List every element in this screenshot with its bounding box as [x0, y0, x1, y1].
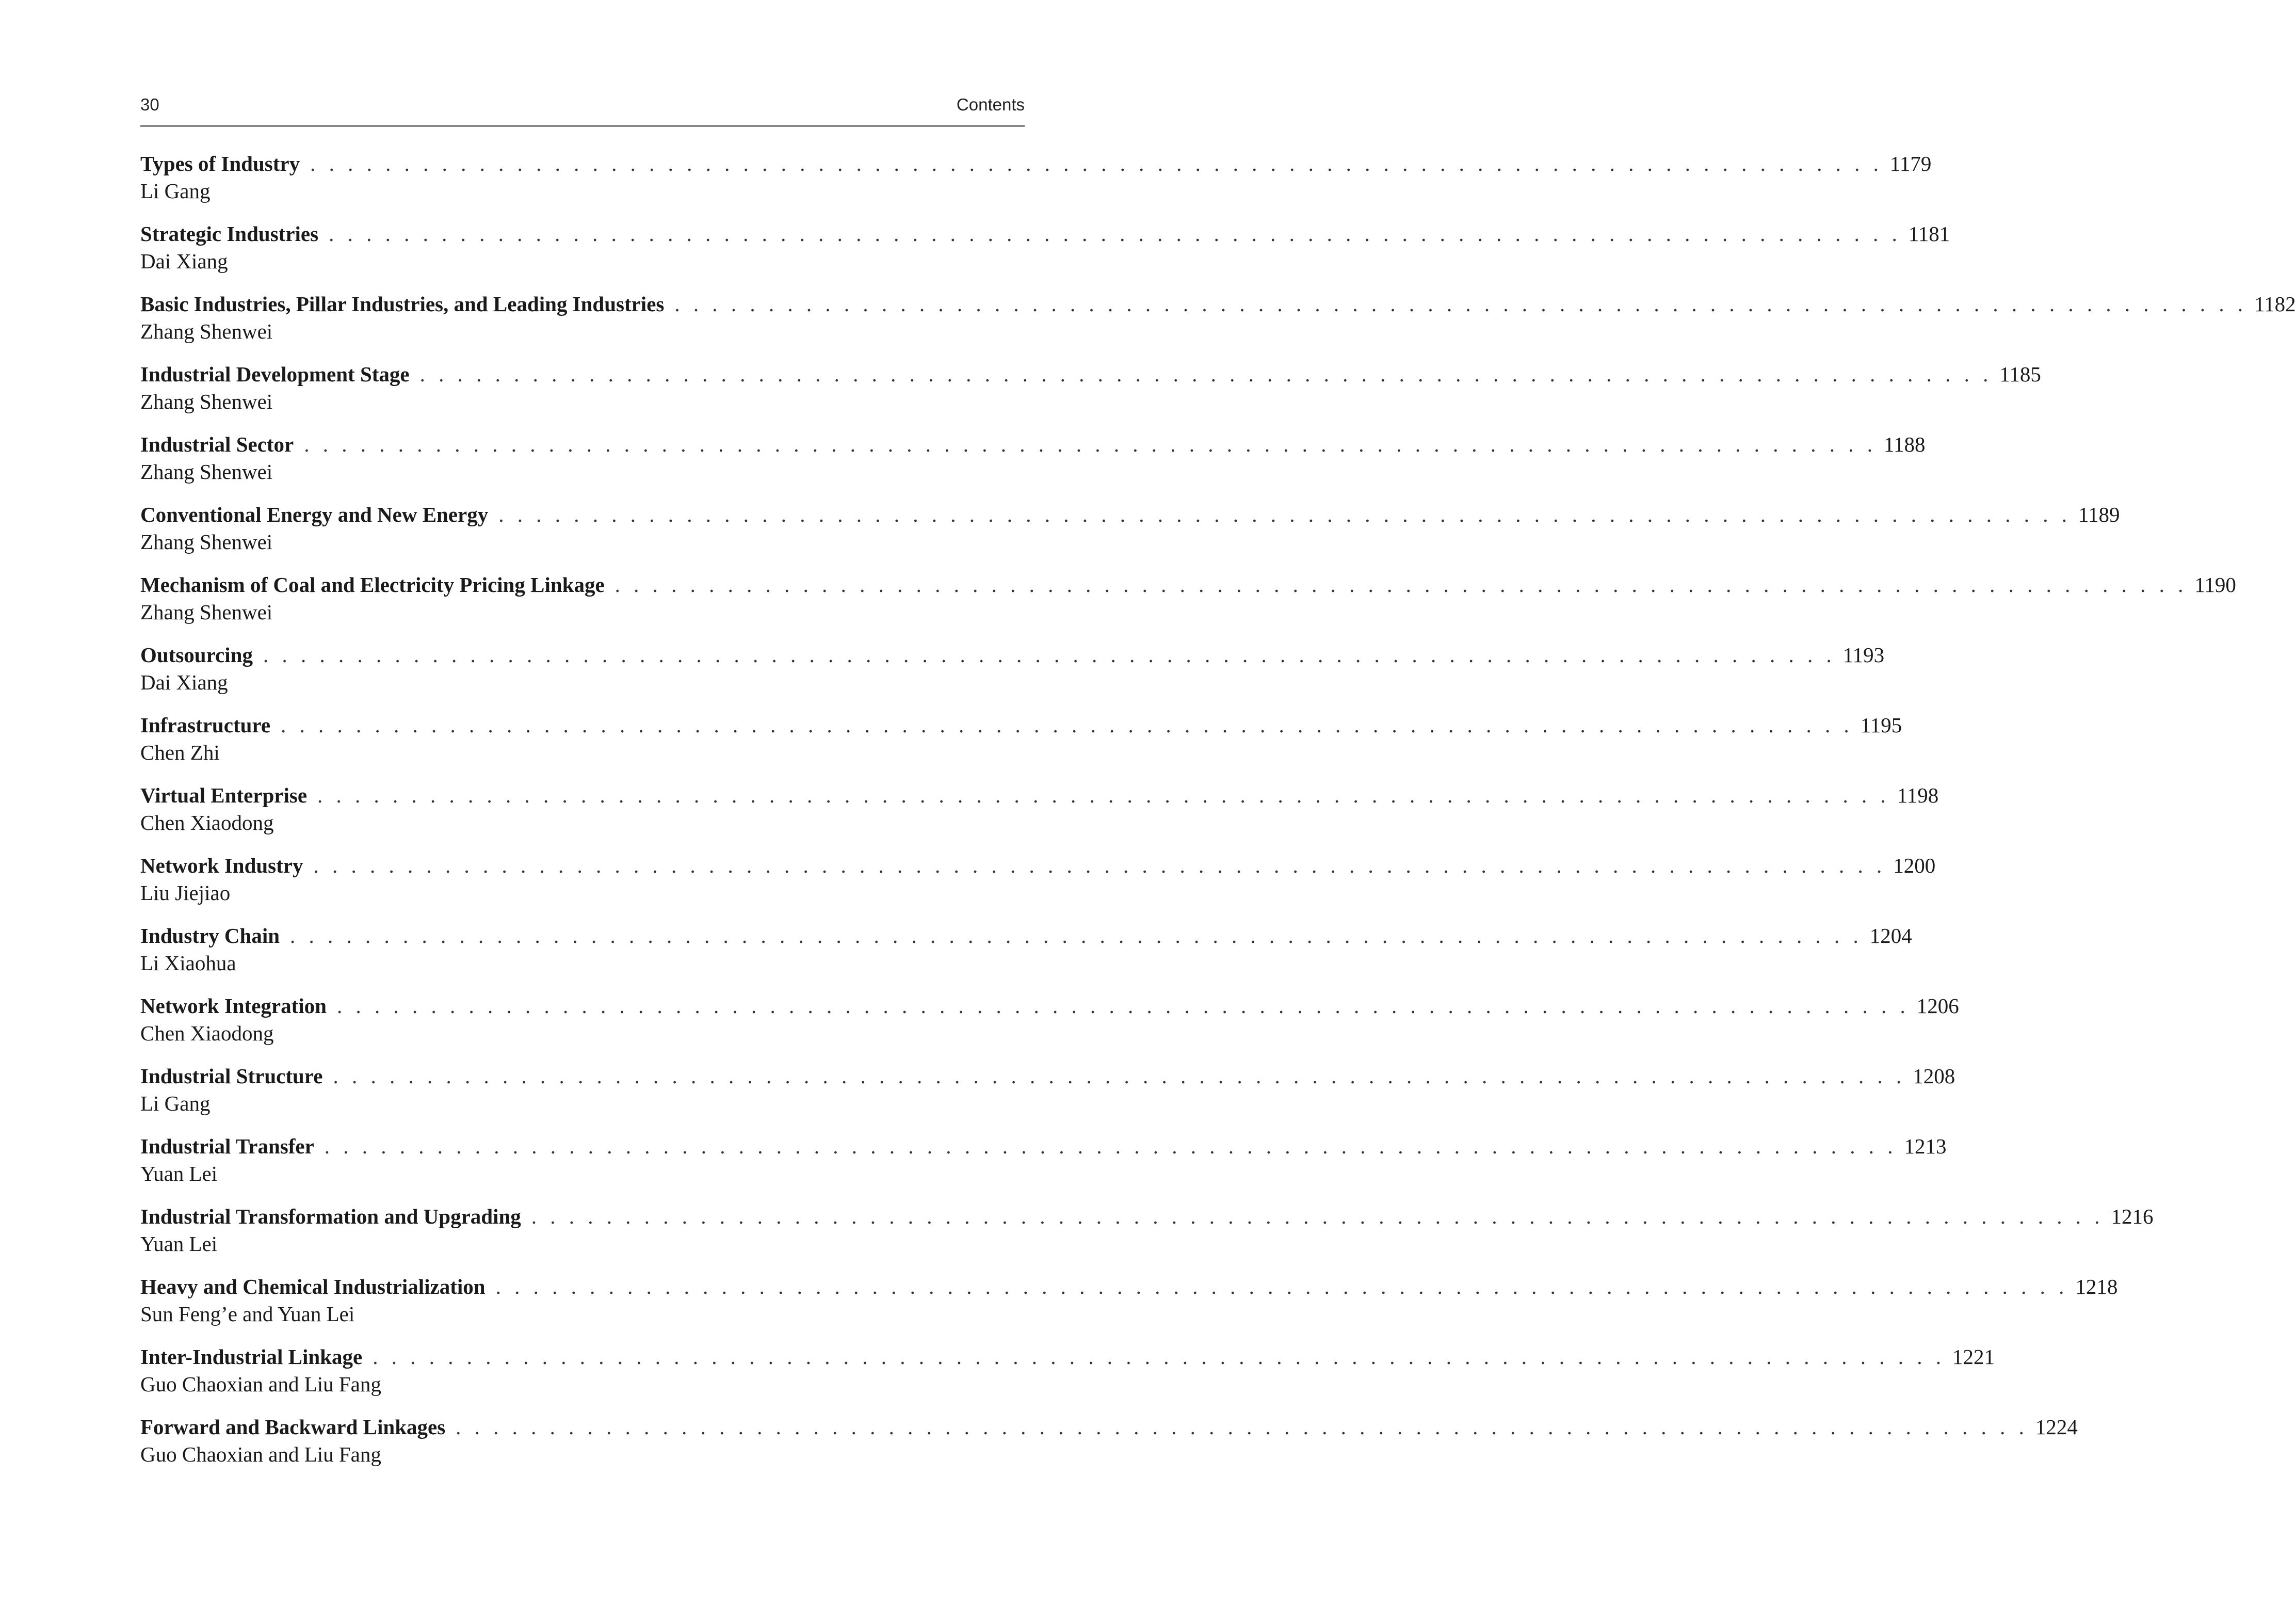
- toc-entry-line: [140, 1202, 2154, 1230]
- toc-entry-line: [140, 290, 2296, 318]
- toc-entry-line: [140, 641, 1885, 669]
- toc-entry-title: Network Industry: [140, 854, 303, 877]
- toc-entry-line: [140, 360, 2041, 388]
- toc-entry-author: Zhang Shenwei: [140, 390, 273, 413]
- toc-entry-page: 1206: [1916, 994, 1959, 1018]
- toc-entry-author: Chen Xiaodong: [140, 1021, 274, 1045]
- toc-entry-title: Mechanism of Coal and Electricity Pricing Linkage: [140, 573, 605, 597]
- toc-entry-page: 1189: [2078, 503, 2120, 526]
- toc-entry-author: Sun Feng’e and Yuan Lei: [140, 1302, 355, 1326]
- toc-entry-line: [140, 852, 1936, 879]
- toc-entry-page: 1200: [1893, 854, 1936, 877]
- toc-entry-page: 1195: [1860, 713, 1902, 737]
- toc-entry-title: Basic Industries, Pillar Industries, and Leading Industries: [140, 292, 665, 316]
- toc-entry-title: Infrastructure: [140, 713, 271, 737]
- dot-leader: . . . . . . . . . . . . . . . . . . . . . . . . . . . . . . . . . . . . . . . . . . . . . . . . . . . . . . . . . . . . . . . . . . . . . . . . . . . . . . . . . . . .: [531, 1205, 2104, 1228]
- toc-entry-page: 1182: [2254, 292, 2296, 316]
- toc-entry-author: Yuan Lei: [140, 1232, 218, 1256]
- toc-entry-title: Industry Chain: [140, 924, 280, 948]
- toc-entry: [140, 641, 1885, 711]
- toc-entry-title: Virtual Enterprise: [140, 783, 308, 807]
- dot-leader: . . . . . . . . . . . . . . . . . . . . . . . . . . . . . . . . . . . . . . . . . . . . . . . . . . . . . . . . . . . . . . . . . . . . . . . . . . . . . . . . . . . .: [456, 1415, 2028, 1439]
- toc-entry-line: [140, 1273, 2118, 1301]
- toc-entry-author: Yuan Lei: [140, 1162, 218, 1185]
- toc-entry-title: Industrial Sector: [140, 432, 294, 456]
- toc-entry-line: [140, 1343, 1995, 1371]
- toc-entry-page: 1218: [2075, 1275, 2118, 1298]
- toc-entry-page: 1193: [1842, 643, 1885, 667]
- toc-entry-author: Zhang Shenwei: [140, 600, 273, 624]
- toc-entry-author: Guo Chaoxian and Liu Fang: [140, 1372, 381, 1396]
- toc-entry-line: [140, 220, 1950, 248]
- dot-leader: . . . . . . . . . . . . . . . . . . . . . . . . . . . . . . . . . . . . . . . . . . . . . . . . . . . . . . . . . . . . . . . . . . . . . . . . . . . . . . . . . . . .: [373, 1345, 1945, 1369]
- toc-entry-page: 1224: [2035, 1415, 2078, 1439]
- toc-entry-line: [140, 150, 1932, 178]
- toc-entry: [140, 1132, 1947, 1202]
- toc-entry-author: Li Xiaohua: [140, 951, 236, 975]
- toc-entry-line: [140, 992, 1959, 1020]
- toc-entry-page: 1181: [1908, 222, 1950, 246]
- toc-entry-line: [140, 922, 1912, 950]
- toc-entry: [140, 711, 1902, 781]
- toc-entry: [140, 220, 1950, 290]
- toc-entry-line: [140, 1062, 1955, 1090]
- toc-entry: [140, 781, 1939, 852]
- dot-leader: . . . . . . . . . . . . . . . . . . . . . . . . . . . . . . . . . . . . . . . . . . . . . . . . . . . . . . . . . . . . . . . . . . . . . . . . . . . . . . . . . . . .: [263, 643, 1836, 667]
- toc-entry-page: 1198: [1897, 783, 1939, 807]
- toc-entry-author: Dai Xiang: [140, 670, 228, 694]
- toc-entry: [140, 1202, 2154, 1273]
- toc-entry-author: Zhang Shenwei: [140, 319, 273, 343]
- toc-entry-title: Conventional Energy and New Energy: [140, 503, 489, 526]
- toc-entry-author: Guo Chaoxian and Liu Fang: [140, 1442, 381, 1466]
- dot-leader: . . . . . . . . . . . . . . . . . . . . . . . . . . . . . . . . . . . . . . . . . . . . . . . . . . . . . . . . . . . . . . . . . . . . . . . . . . . . . . . . . . . .: [495, 1275, 2068, 1298]
- toc-entry-title: Inter-Industrial Linkage: [140, 1345, 363, 1369]
- toc-entry: [140, 150, 1932, 220]
- dot-leader: . . . . . . . . . . . . . . . . . . . . . . . . . . . . . . . . . . . . . . . . . . . . . . . . . . . . . . . . . . . . . . . . . . . . . . . . . . . . . . . . . . . .: [281, 713, 1853, 737]
- dot-leader: . . . . . . . . . . . . . . . . . . . . . . . . . . . . . . . . . . . . . . . . . . . . . . . . . . . . . . . . . . . . . . . . . . . . . . . . . . . . . . . . . . . .: [336, 994, 1910, 1018]
- toc-entry-author: Zhang Shenwei: [140, 530, 273, 554]
- toc-entry-page: 1190: [2194, 573, 2236, 597]
- dot-leader: . . . . . . . . . . . . . . . . . . . . . . . . . . . . . . . . . . . . . . . . . . . . . . . . . . . . . . . . . . . . . . . . . . . . . . . . . . . . . . . . . . . .: [290, 924, 1863, 948]
- toc-entry-title: Industrial Structure: [140, 1064, 323, 1088]
- toc-entry-author: Li Gang: [140, 1092, 211, 1115]
- table-of-contents: [140, 150, 2296, 1483]
- dot-leader: . . . . . . . . . . . . . . . . . . . . . . . . . . . . . . . . . . . . . . . . . . . . . . . . . . . . . . . . . . . . . . . . . . . . . . . . . . . . . . . . . . . .: [419, 362, 1993, 386]
- toc-entry: [140, 501, 2120, 571]
- toc-entry-title: Network Integration: [140, 994, 327, 1018]
- toc-entry-title: Heavy and Chemical Industrialization: [140, 1275, 486, 1298]
- toc-entry-page: 1185: [1999, 362, 2041, 386]
- dot-leader: . . . . . . . . . . . . . . . . . . . . . . . . . . . . . . . . . . . . . . . . . . . . . . . . . . . . . . . . . . . . . . . . . . . . . . . . . . . . . . . . . . . .: [313, 854, 1886, 877]
- toc-entry-line: [140, 430, 1926, 458]
- toc-entry: [140, 852, 1936, 922]
- toc-entry-line: [140, 1413, 2078, 1441]
- toc-entry-line: [140, 501, 2120, 528]
- dot-leader: . . . . . . . . . . . . . . . . . . . . . . . . . . . . . . . . . . . . . . . . . . . . . . . . . . . . . . . . . . . . . . . . . . . . . . . . . . . . . . . . . . . .: [498, 503, 2072, 526]
- toc-entry-author: Li Gang: [140, 179, 211, 203]
- toc-entry: [140, 992, 1959, 1062]
- toc-entry-author: Chen Zhi: [140, 741, 220, 764]
- toc-entry-page: 1179: [1889, 152, 1932, 175]
- toc-entry: [140, 1343, 1995, 1413]
- dot-leader: . . . . . . . . . . . . . . . . . . . . . . . . . . . . . . . . . . . . . . . . . . . . . . . . . . . . . . . . . . . . . . . . . . . . . . . . . . . . . . . . . . . .: [324, 1134, 1897, 1158]
- toc-entry-title: Industrial Transformation and Upgrading: [140, 1205, 521, 1228]
- toc-entry: [140, 571, 2236, 641]
- toc-entry-page: 1208: [1913, 1064, 1955, 1088]
- toc-entry-page: 1216: [2111, 1205, 2154, 1228]
- header-rule: [140, 125, 1025, 127]
- dot-leader: . . . . . . . . . . . . . . . . . . . . . . . . . . . . . . . . . . . . . . . . . . . . . . . . . . . . . . . . . . . . . . . . . . . . . . . . . . . . . . . . . . . .: [674, 292, 2248, 316]
- toc-entry-line: [140, 781, 1939, 809]
- toc-entry: [140, 1062, 1955, 1132]
- toc-entry: [140, 1273, 2118, 1343]
- toc-entry-author: Dai Xiang: [140, 249, 228, 273]
- toc-entry: [140, 290, 2296, 360]
- dot-leader: . . . . . . . . . . . . . . . . . . . . . . . . . . . . . . . . . . . . . . . . . . . . . . . . . . . . . . . . . . . . . . . . . . . . . . . . . . . . . . . . . . . .: [333, 1064, 1906, 1088]
- toc-entry-page: 1204: [1869, 924, 1912, 948]
- toc-entry-title: Industrial Transfer: [140, 1134, 314, 1158]
- toc-entry-line: [140, 571, 2236, 599]
- page-header: [140, 91, 1025, 122]
- toc-entry-title: Outsourcing: [140, 643, 253, 667]
- running-head: Contents: [956, 95, 1025, 114]
- dot-leader: . . . . . . . . . . . . . . . . . . . . . . . . . . . . . . . . . . . . . . . . . . . . . . . . . . . . . . . . . . . . . . . . . . . . . . . . . . . . . . . . . . . .: [317, 783, 1890, 807]
- toc-entry-page: 1213: [1904, 1134, 1947, 1158]
- toc-entry-author: Chen Xiaodong: [140, 811, 274, 834]
- toc-entry-author: Zhang Shenwei: [140, 460, 273, 484]
- dot-leader: . . . . . . . . . . . . . . . . . . . . . . . . . . . . . . . . . . . . . . . . . . . . . . . . . . . . . . . . . . . . . . . . . . . . . . . . . . . . . . . . . . . .: [329, 222, 1901, 246]
- toc-entry-title: Strategic Industries: [140, 222, 319, 246]
- toc-entry-title: Forward and Backward Linkages: [140, 1415, 446, 1439]
- toc-entry: [140, 1413, 2078, 1483]
- toc-entry-title: Types of Industry: [140, 152, 300, 175]
- dot-leader: . . . . . . . . . . . . . . . . . . . . . . . . . . . . . . . . . . . . . . . . . . . . . . . . . . . . . . . . . . . . . . . . . . . . . . . . . . . . . . . . . . . .: [615, 573, 2188, 597]
- toc-entry-page: 1221: [1952, 1345, 1995, 1369]
- page-number: 30: [140, 95, 159, 114]
- toc-entry: [140, 360, 2041, 430]
- toc-entry-line: [140, 711, 1902, 739]
- toc-entry: [140, 922, 1912, 992]
- toc-entry-title: Industrial Development Stage: [140, 362, 410, 386]
- toc-entry-page: 1188: [1884, 432, 1926, 456]
- dot-leader: . . . . . . . . . . . . . . . . . . . . . . . . . . . . . . . . . . . . . . . . . . . . . . . . . . . . . . . . . . . . . . . . . . . . . . . . . . . . . . . . . . . .: [310, 152, 1883, 175]
- toc-entry-line: [140, 1132, 1947, 1160]
- toc-entry: [140, 430, 1926, 501]
- dot-leader: . . . . . . . . . . . . . . . . . . . . . . . . . . . . . . . . . . . . . . . . . . . . . . . . . . . . . . . . . . . . . . . . . . . . . . . . . . . . . . . . . . . .: [304, 432, 1877, 456]
- toc-entry-author: Liu Jiejiao: [140, 881, 231, 905]
